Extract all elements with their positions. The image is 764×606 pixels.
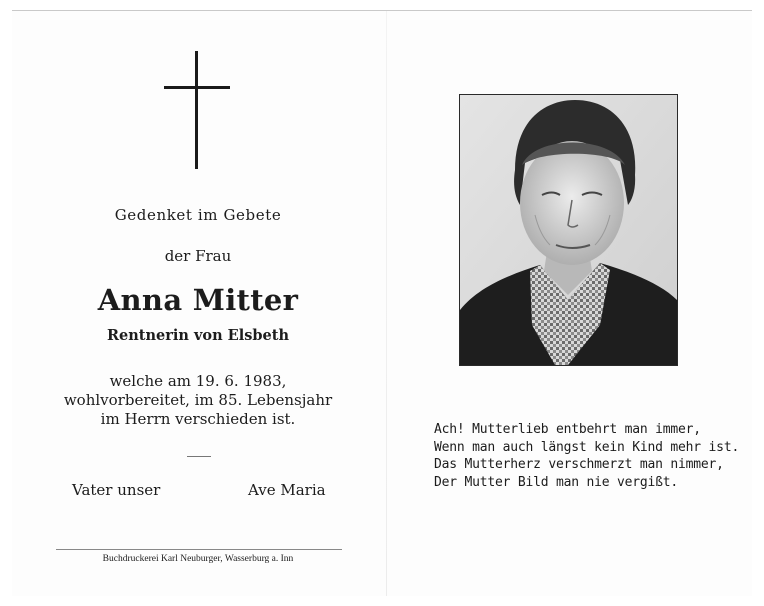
death-line-2: wohlvorbereitet, im 85. Lebensjahr — [63, 391, 333, 409]
poem-line-4: Der Mutter Bild man nie vergißt. — [434, 474, 679, 490]
prayer-ave-maria: Ave Maria — [248, 481, 326, 499]
cross-icon — [164, 51, 230, 169]
portrait-photo — [459, 94, 678, 366]
memorial-card — [12, 10, 752, 596]
left-panel — [12, 11, 384, 596]
salutation: der Frau — [164, 247, 232, 265]
right-panel — [390, 11, 752, 596]
portrait-image — [460, 95, 677, 365]
poem-line-2: Wenn man auch längst kein Kind mehr ist. — [434, 439, 740, 455]
prayer-vater-unser: Vater unser — [72, 481, 161, 499]
fold-line — [386, 11, 387, 596]
occupation: Rentnerin von Elsbeth — [106, 327, 290, 344]
poem-line-3: Das Mutterherz verschmerzt man nimmer, — [434, 457, 724, 472]
death-line-3: im Herrn verschieden ist. — [100, 410, 296, 428]
deceased-name: Anna Mitter — [97, 283, 299, 317]
death-line-1: welche am 19. 6. 1983, — [109, 372, 287, 390]
heading: Gedenket im Gebete — [114, 206, 282, 224]
printer-rule — [56, 549, 342, 550]
poem-line-1: Ach! Mutterlieb entbehrt man immer, — [434, 422, 701, 437]
divider — [187, 456, 211, 457]
poem — [434, 421, 739, 491]
printer-credit: Buchdruckerei Karl Neuburger, Wasserburg a. Inn — [102, 554, 294, 564]
